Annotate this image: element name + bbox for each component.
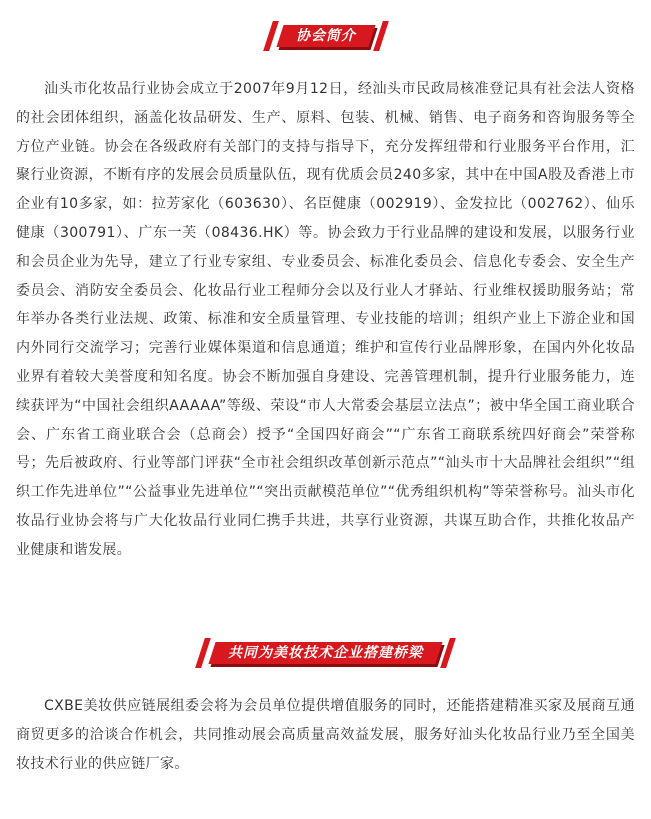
section-title-intro-tag	[276, 25, 375, 47]
section-header-bridge	[0, 633, 651, 673]
header-bar-right	[440, 638, 456, 668]
section-title-bridge: 共同为美妆技术企业搭建桥梁	[228, 645, 423, 661]
intro-paragraph: 汕头市化妆品行业协会成立于2007年9月12日，经汕头市民政局核准登记具有社会法人资格的社会团体组织，涵盖化妆品研发、生产、原料、包装、机械、销售、电子商务和咨询服务等全方位产业链。协会在各级政府有关部门的支持与指导下，充分发挥纽带和行业服务平台作用，汇聚行业资源，不断有序的发展会员质量队伍，现有优质会员240多家，其中在中国A股及香港上市企业有10多家，如：拉芳家化（603630）、名臣健康（002919）、金发拉比（002762）、仙乐健康（300791）、广东一芙（08436.HK）等。协会致力于行业品牌的建设和发展，以服务行业和会员企业为先导，建立了行业专家组、专业委员会、标准化委员会、信息化专委会、安全生产委员会、消防安全委员会、化妆品行业工程师分会以及行业人才驿站、行业维权援助服务站；常年举办各类行业法规、政策、标准和安全质量管理、专业技能的培训；组织产业上下游企业和国内外同行交流学习；完善行业媒体渠道和信息通道；维护和宣传行业品牌形象，在国内外化妆品业界有着较大美誉度和知名度。协会不断加强自身建设、完善管理机制，提升行业服务能力，连续获评为“中国社会组织AAAAA”等级、荣设“市人大常委会基层立法点”；被中华全国工商业联合会、广东省工商业联合会（总商会）授予“全国四好商会”“广东省工商联系统四好商会”荣誉称号；先后被政府、行业等部门评获“全市社会组织改革创新示范点”“汕头市十大品牌社会组织”“组织工作先进单位”“公益事业先进单位”“突出贡献模范单位”“优秀组织机构”等荣誉称号。汕头市化妆品行业协会将与广大化妆品行业同仁携手共进，共享行业资源，共谋互助合作，共推化妆品产业健康和谐发展。	[16, 81, 635, 558]
section-header-intro	[0, 16, 651, 56]
section-title-intro: 协会简介	[295, 28, 356, 44]
bridge-paragraph: CXBE美妆供应链展组委会将为会员单位提供增值服务的同时，还能搭建精准买家及展商互通商贸更多的洽谈合作机会，共同推动展会高质量高效益发展，服务好汕头化妆品行业乃至全国美妆技术行业的供应链厂家。	[16, 698, 635, 772]
section-title-bridge-tag	[208, 642, 442, 664]
